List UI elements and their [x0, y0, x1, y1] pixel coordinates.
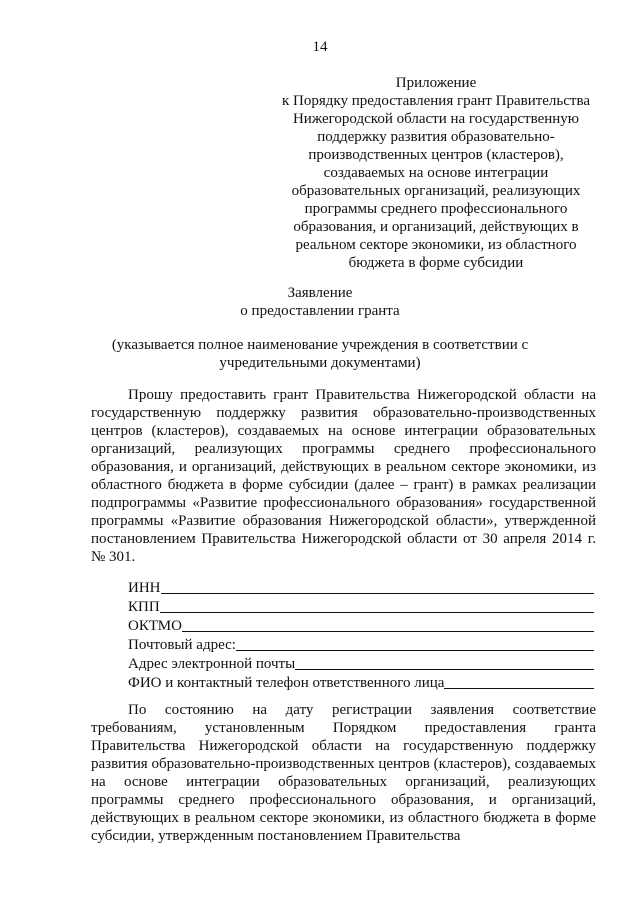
appendix-line: образования, и организаций, действующих в [293, 219, 579, 235]
appendix-line: поддержку развития образовательно- [317, 129, 555, 145]
postal-address-field[interactable] [128, 635, 594, 654]
email-address-field[interactable] [128, 654, 594, 673]
name-hint-line: учредительными документами) [219, 355, 421, 371]
statement-heading [0, 284, 640, 320]
compliance-paragraph [91, 701, 596, 845]
appendix-line: к Порядку предоставления грант Правительства [281, 93, 591, 109]
name-hint-line: (указывается полное наименование учреждения в соответствии с [111, 337, 529, 353]
email-address-blank-line[interactable] [295, 668, 594, 670]
inn-label: ИНН [128, 580, 161, 596]
contact-person-blank-line[interactable] [444, 687, 594, 689]
statement-subtitle: о предоставлении гранта [240, 303, 400, 319]
contact-person-label: ФИО и контактный телефон ответственного лица [128, 675, 445, 691]
kpp-label: КПП [128, 599, 160, 615]
appendix-line: бюджета в форме субсидии [348, 255, 524, 271]
appendix-line: программы среднего профессионального [304, 201, 568, 217]
appendix-line: Нижегородской области на государственную [292, 111, 580, 127]
inn-blank-line[interactable] [161, 592, 595, 594]
email-address-label: Адрес электронной почты [128, 656, 296, 672]
contact-person-field[interactable] [128, 673, 594, 692]
paragraph-text: Прошу предоставить грант Правительства Нижегородской области на государственную поддержку развития образовательно-производственных центров (кластеров), создаваемых на основе интеграции образовательных организаций, реализующих программы среднего профессионального образования, и организаций, действующих в реальном секторе экономики, из областного бюджета в форме субсидии (далее – грант) в рамках реализации подпрограммы «Развитие профессионального образования» государственной программы «Развитие образования Нижегородской области», утвержденной постановлением Правительства Нижегородской области от 30 апреля 2014 г. № 301. [91, 387, 596, 565]
appendix-line: реальном секторе экономики, из областного [295, 237, 577, 253]
statement-title: Заявление [287, 285, 353, 301]
kpp-blank-line[interactable] [160, 611, 594, 613]
oktmo-field[interactable] [128, 616, 594, 635]
postal-address-label: Почтовый адрес: [128, 637, 236, 653]
appendix-line: образовательных организаций, реализующих [291, 183, 581, 199]
oktmo-label: ОКТМО [128, 618, 182, 634]
kpp-field[interactable] [128, 597, 594, 616]
appendix-header [246, 74, 626, 272]
grant-request-paragraph [91, 386, 596, 566]
oktmo-blank-line[interactable] [182, 630, 594, 632]
paragraph-text: По состоянию на дату регистрации заявления соответствие требованиям, установленным Порядком предоставления гранта Правительства Нижегородской области на государственную поддержку развития образовательно-производственных центров (кластеров), создаваемых на основе интеграции образовательных организаций, реализующих программы среднего профессионального образования, и организаций, действующих в реальном секторе экономики, из областного бюджета в форме субсидии, утвержденным постановлением Правительства [91, 702, 596, 844]
postal-address-blank-line[interactable] [236, 649, 594, 651]
organization-name-hint [0, 336, 640, 372]
appendix-line: создаваемых на основе интеграции [323, 165, 549, 181]
inn-field[interactable] [128, 578, 594, 597]
page-number: 14 [312, 39, 328, 55]
appendix-line: Приложение [395, 75, 477, 91]
requisites-fields [128, 578, 594, 692]
appendix-line: производственных центров (кластеров), [308, 147, 564, 163]
